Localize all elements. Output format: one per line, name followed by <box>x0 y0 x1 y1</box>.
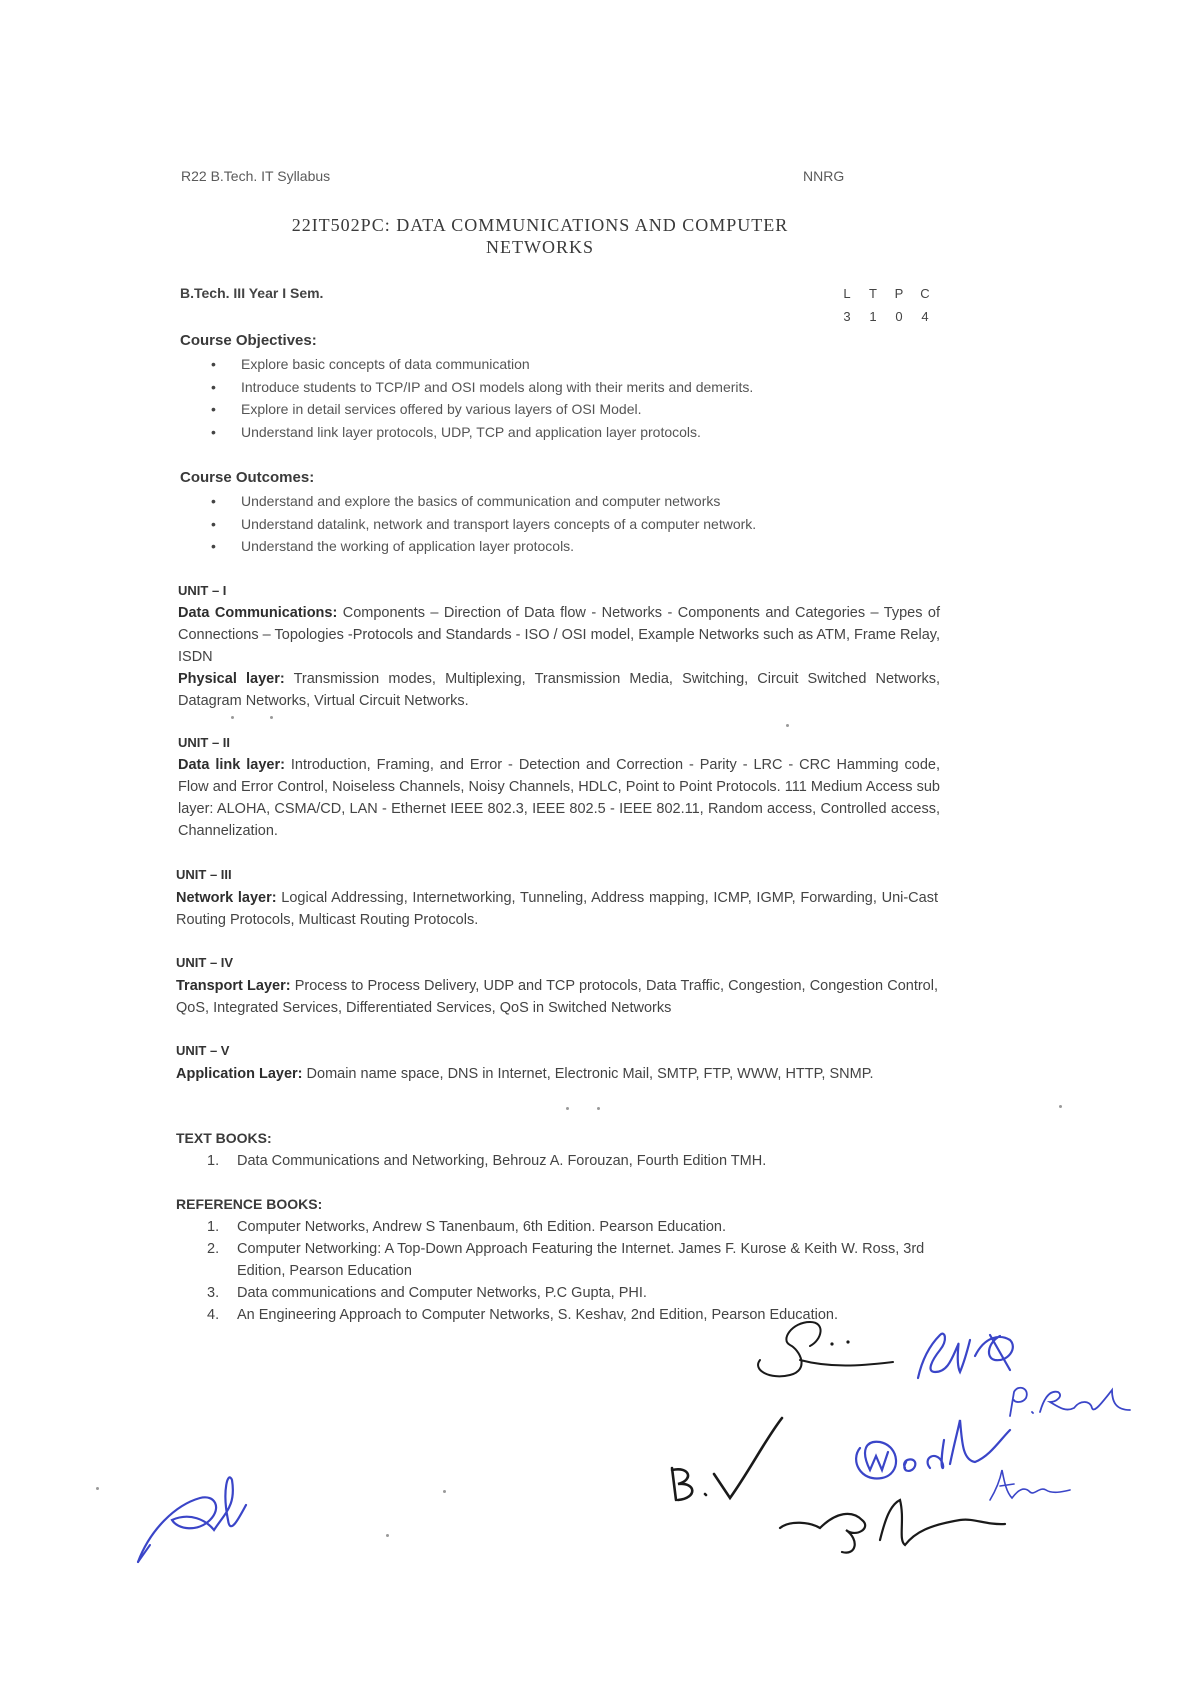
objectives-heading: Course Objectives: <box>180 332 317 349</box>
unit-2-heading: UNIT – II <box>178 735 231 750</box>
item-text: Computer Networking: A Top-Down Approach Featuring the Internet. James F. Kurose & Keith W. Ross, 3rd Edition, Pearson Education <box>237 1241 925 1279</box>
topic-label: Physical layer: <box>178 671 285 687</box>
ltpc-letter: C <box>920 286 930 301</box>
unit-3-heading: UNIT – III <box>176 867 232 882</box>
ltpc-letter: L <box>843 286 851 301</box>
ltpc-value: 4 <box>921 309 929 324</box>
signature-black-top <box>758 1322 893 1376</box>
ltpc-value: 1 <box>869 309 877 324</box>
topic-text: Introduction, Framing, and Error - Detection and Correction - Parity - LRC - CRC Hamming code, Flow and Error Control, Noiseless Channels, Noisy Channels, HDLC, Point to Point Protocols. 111 Medium Access sub layer: ALOHA, CSMA/CD, LAN - Ethernet IEEE 802.3, IEEE 802.5 - IEEE 802.11, Random access, Controlled access, Channelization. <box>178 757 940 839</box>
ltpc-value: 0 <box>895 309 903 324</box>
topic-text: Transmission modes, Multiplexing, Transmission Media, Switching, Circuit Switched Networks, Datagram Networks, Virtual Circuit Networks. <box>178 671 940 709</box>
topic-text: Logical Addressing, Internetworking, Tunneling, Address mapping, ICMP, IGMP, Forwarding, Uni-Cast Routing Protocols, Multicast Routing Protocols. <box>176 890 938 928</box>
semester-label: B.Tech. III Year I Sem. <box>180 285 324 301</box>
topic-text: Process to Process Delivery, UDP and TCP protocols, Data Traffic, Congestion, Congestion Control, QoS, Integrated Services, Differentiated Services, QoS in Switched Networks <box>176 978 938 1016</box>
list-item: • Understand link layer protocols, UDP, TCP and application layer protocols. <box>211 421 753 444</box>
item-number: 2. <box>207 1241 220 1257</box>
list-item: • Understand and explore the basics of communication and computer networks <box>211 490 756 513</box>
unit-5-heading: UNIT – V <box>176 1043 230 1058</box>
list-item: • Explore in detail services offered by various layers of OSI Model. <box>211 398 753 421</box>
item-text: An Engineering Approach to Computer Networks, S. Keshav, 2nd Edition, Pearson Education. <box>237 1307 839 1323</box>
topic-text: Components – Direction of Data flow - Networks - Components and Categories – Types of Connections – Topologies -Protocols and Standards - ISO / OSI model, Example Networks such as ATM, Frame Relay, ISDN <box>178 605 940 665</box>
item-number: 1. <box>207 1153 220 1169</box>
item-number: 4. <box>207 1307 220 1323</box>
topic-label: Transport Layer: <box>176 978 291 994</box>
ltpc-value: 3 <box>843 309 851 324</box>
topic-label: Application Layer: <box>176 1066 303 1082</box>
signature-black-bottom <box>780 1500 1005 1553</box>
list-item: • Explore basic concepts of data communication <box>211 353 753 376</box>
signature-medd <box>856 1420 1010 1478</box>
signature-hari <box>990 1470 1070 1500</box>
ltpc-letter: T <box>869 286 877 301</box>
unit-1-heading: UNIT – I <box>178 583 227 598</box>
item-number: 3. <box>207 1285 220 1301</box>
item-text: Computer Networks, Andrew S Tanenbaum, 6th Edition. Pearson Education. <box>237 1219 726 1235</box>
list-item: • Understand datalink, network and transport layers concepts of a computer network. <box>211 513 756 536</box>
item-text: Data communications and Computer Networks, P.C Gupta, PHI. <box>237 1285 647 1301</box>
header-right: NNRG <box>803 168 845 184</box>
topic-label: Data Communications: <box>178 605 338 621</box>
signature-left <box>138 1477 246 1562</box>
topic-label: Data link layer: <box>178 757 285 773</box>
references-heading: REFERENCE BOOKS: <box>176 1196 323 1212</box>
unit-4-heading: UNIT – IV <box>176 955 234 970</box>
course-title-line-1: 22IT502PC: DATA COMMUNICATIONS AND COMPUTER <box>291 215 789 235</box>
course-title-line-2: NETWORKS <box>486 237 594 257</box>
textbooks-heading: TEXT BOOKS: <box>176 1130 272 1146</box>
list-item: • Introduce students to TCP/IP and OSI models along with their merits and demerits. <box>211 376 753 399</box>
outcomes-heading: Course Outcomes: <box>180 469 315 486</box>
item-text: Data Communications and Networking, Behrouz A. Forouzan, Fourth Edition TMH. <box>237 1153 767 1169</box>
ltpc-letter: P <box>894 286 904 301</box>
topic-label: Network layer: <box>176 890 277 906</box>
signature-b-v <box>672 1418 782 1500</box>
signature-blue-top <box>918 1334 970 1378</box>
header-left: R22 B.Tech. IT Syllabus <box>181 168 331 184</box>
list-item: • Understand the working of application layer protocols. <box>211 535 756 558</box>
topic-text: Domain name space, DNS in Internet, Electronic Mail, SMTP, FTP, WWW, HTTP, SNMP. <box>302 1066 874 1082</box>
signature-p-rav <box>1010 1388 1130 1416</box>
item-number: 1. <box>207 1219 220 1235</box>
